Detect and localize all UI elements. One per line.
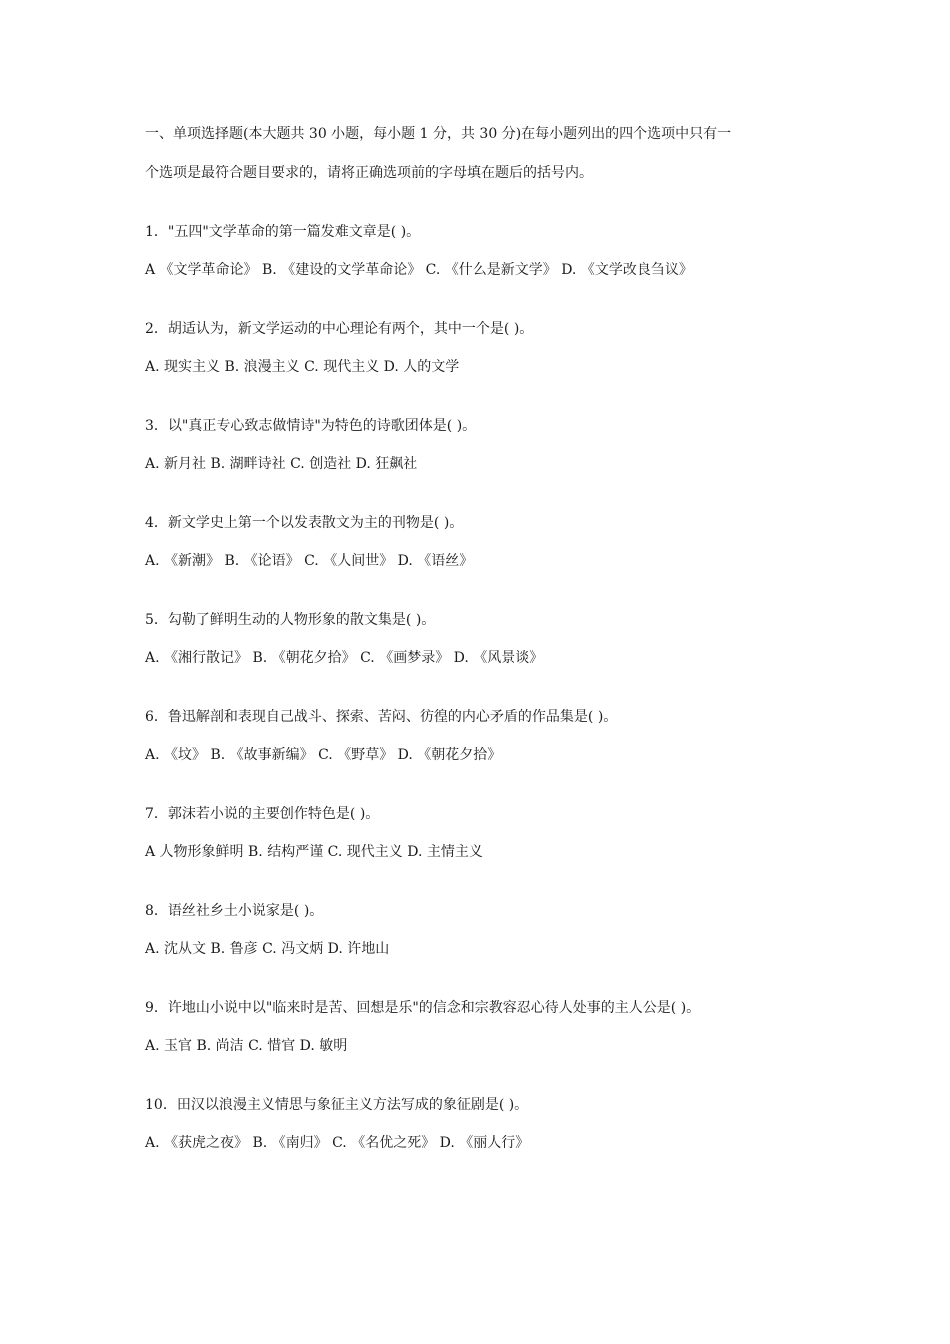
question-5-stem: 5．勾勒了鲜明生动的人物形象的散文集是( )。 bbox=[145, 612, 436, 628]
question-4-stem: 4．新文学史上第一个以发表散文为主的刊物是( )。 bbox=[145, 515, 464, 531]
question-10-stem: 10．田汉以浪漫主义情思与象征主义方法写成的象征剧是( )。 bbox=[145, 1097, 529, 1113]
section-instructions-line-1: 一、单项选择题(本大题共 30 小题，每小题 1 分，共 30 分)在每小题列出的四个选项中只有一 bbox=[145, 126, 732, 142]
question-2-stem: 2．胡适认为，新文学运动的中心理论有两个，其中一个是( )。 bbox=[145, 321, 534, 337]
question-2-options: A. 现实主义 B. 浪漫主义 C. 现代主义 D. 人的文学 bbox=[145, 359, 460, 375]
question-1-options: A 《文学革命论》 B. 《建设的文学革命论》 C. 《什么是新文学》 D. 《文学改良刍议》 bbox=[145, 262, 693, 278]
question-7-stem: 7．郭沫若小说的主要创作特色是( )。 bbox=[145, 806, 380, 822]
section-instructions-line-2: 个选项是最符合题目要求的，请将正确选项前的字母填在题后的括号内。 bbox=[145, 165, 593, 181]
question-3-stem: 3．以"真正专心致志做情诗"为特色的诗歌团体是( )。 bbox=[145, 418, 477, 434]
question-3-options: A. 新月社 B. 湖畔诗社 C. 创造社 D. 狂飙社 bbox=[145, 456, 418, 472]
question-5-options: A. 《湘行散记》 B. 《朝花夕拾》 C. 《画梦录》 D. 《风景谈》 bbox=[145, 650, 544, 666]
question-1-stem: 1．"五四"文学革命的第一篇发难文章是( )。 bbox=[145, 224, 421, 240]
question-6-stem: 6．鲁迅解剖和表现自己战斗、探索、苦闷、彷徨的内心矛盾的作品集是( )。 bbox=[145, 709, 618, 725]
question-9-stem: 9．许地山小说中以"临来时是苦、回想是乐"的信念和宗教容忍心待人处事的主人公是( )。 bbox=[145, 1000, 701, 1016]
question-8-stem: 8．语丝社乡土小说家是( )。 bbox=[145, 903, 324, 919]
question-9-options: A. 玉官 B. 尚洁 C. 惜官 D. 敏明 bbox=[145, 1038, 348, 1054]
question-4-options: A. 《新潮》 B. 《论语》 C. 《人间世》 D. 《语丝》 bbox=[145, 553, 474, 569]
question-8-options: A. 沈从文 B. 鲁彦 C. 冯文炳 D. 许地山 bbox=[145, 941, 390, 957]
question-10-options: A. 《获虎之夜》 B. 《南归》 C. 《名优之死》 D. 《丽人行》 bbox=[145, 1135, 530, 1151]
question-7-options: A 人物形象鲜明 B. 结构严谨 C. 现代主义 D. 主情主义 bbox=[145, 844, 483, 860]
question-6-options: A. 《坟》 B. 《故事新编》 C. 《野草》 D. 《朝花夕拾》 bbox=[145, 747, 502, 763]
